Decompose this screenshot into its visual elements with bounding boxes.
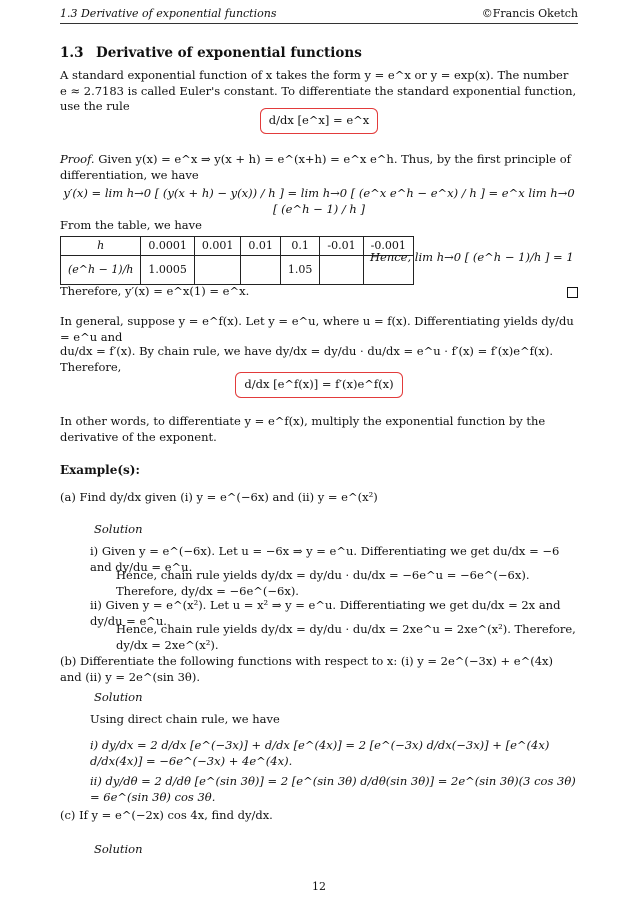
qed-icon (567, 287, 578, 298)
example-a-ii-line1: ii) Given y = e^(x²). Let u = x² ⇒ y = e^u. Differentiating we get du/dx = 2x and dy/du = e^u. (90, 598, 561, 628)
table-intro: From the table, we have (60, 218, 202, 232)
table-cell: 1.0005 (141, 256, 195, 285)
general-line-1: In general, suppose y = e^f(x). Let y = e^u, where u = f(x). Differentiating yields dy/du = e^u and (60, 314, 574, 344)
examples-heading: Example(s): (60, 463, 140, 477)
limit-result: Hence, lim h→0 [ (e^h − 1)/h ] = 1 (370, 250, 574, 264)
table-row (61, 237, 414, 256)
table-cell: -0.001 (363, 237, 413, 256)
table-cell: 0.0001 (141, 237, 195, 256)
table-cell: (e^h − 1)/h (61, 256, 141, 285)
table-cell: 1.05 (280, 256, 320, 285)
example-b-solution-label: Solution (94, 690, 143, 704)
header-section-title: 1.3 Derivative of exponential functions (60, 7, 277, 20)
section-heading (60, 44, 578, 62)
rule-chain-exponential (60, 372, 578, 398)
table-cell (194, 256, 241, 285)
example-c-solution-label: Solution (94, 842, 143, 856)
proof-text: Given y(x) = e^x ⇒ y(x + h) = e^(x+h) = e^x e^h. Thus, by the first principle of differentiation, we have (60, 152, 571, 182)
page-number: 12 (312, 880, 326, 893)
section-title: Derivative of exponential functions (96, 45, 362, 61)
example-b-question: (b) Differentiate the following functions with respect to x: (i) y = 2e^(−3x) + e^(4x) and (ii) y = 2e^(sin 3θ). (60, 654, 553, 684)
proof-paragraph (60, 152, 578, 183)
rule-box: d/dx [e^x] = e^x (260, 108, 379, 134)
table-block (60, 236, 578, 285)
table-cell (320, 256, 363, 285)
therefore-text: Therefore, y′(x) = e^x(1) = e^x. (60, 284, 250, 298)
table-cell: 0.1 (280, 237, 320, 256)
limit-equation: y′(x) = lim h→0 [ (y(x + h) − y(x)) / h ] = lim h→0 [ (e^x e^h − e^x) / h ] = e^x lim h→0 [ (e^h − 1) / h ] (63, 186, 575, 216)
running-header (60, 7, 578, 23)
section-number: 1.3 (60, 45, 84, 61)
general-line-2: du/dx = f′(x). By chain rule, we have dy/dx = dy/du · du/dx = e^u · f′(x) = f′(x)e^f(x). Therefore, (60, 344, 554, 374)
table-cell: 0.01 (241, 237, 281, 256)
table-cell: 0.001 (194, 237, 241, 256)
table-row (61, 256, 414, 285)
example-a-question: (a) Find dy/dx given (i) y = e^(−6x) and (ii) y = e^(x²) (60, 490, 378, 504)
intro-paragraph: A standard exponential function of x takes the form y = e^x or y = exp(x). The number e ≈ 2.7183 is called Euler's constant. To differentiate the standard exponential function, use the rule (60, 68, 577, 114)
example-a-solution-label: Solution (94, 522, 143, 536)
example-b-i: i) dy/dx = 2 d/dx [e^(−3x)] + d/dx [e^(4x)] = 2 [e^(−3x) d/dx(−3x)] + [e^(4x) d/dx(4x)] = −6e^(−3x) + 4e^(4x). (90, 738, 550, 768)
example-a-i-line1: i) Given y = e^(−6x). Let u = −6x ⇒ y = e^u. Differentiating we get du/dx = −6 and dy/du = e^u. (90, 544, 560, 574)
proof-conclusion (60, 284, 578, 300)
example-a-i-line2: Hence, chain rule yields dy/dx = dy/du · du/dx = −6e^u = −6e^(−6x). Therefore, dy/dx = −6e^(−6x). (116, 568, 530, 598)
table-cell: -0.01 (320, 237, 363, 256)
example-b-intro: Using direct chain rule, we have (90, 712, 280, 726)
rule-box: d/dx [e^f(x)] = f′(x)e^f(x) (235, 372, 402, 398)
rule-derivative-ex (60, 108, 578, 134)
header-rule (60, 23, 578, 24)
header-author: ©Francis Oketch (481, 7, 578, 20)
proof-label: Proof. (60, 152, 95, 166)
table-cell (241, 256, 281, 285)
example-b-ii: ii) dy/dθ = 2 d/dθ [e^(sin 3θ)] = 2 [e^(sin 3θ) d/dθ(sin 3θ)] = 2e^(sin 3θ)(3 cos 3θ) = 6e^(sin 3θ) cos 3θ. (90, 774, 576, 804)
table-cell: h (61, 237, 141, 256)
in-other-words: In other words, to differentiate y = e^f(x), multiply the exponential function by the derivative of the exponent. (60, 414, 546, 444)
example-c-question: (c) If y = e^(−2x) cos 4x, find dy/dx. (60, 808, 273, 822)
limit-table (60, 236, 414, 285)
example-a-ii-line2: Hence, chain rule yields dy/dx = dy/du · du/dx = 2xe^u = 2xe^(x²). Therefore, dy/dx = 2xe^(x²). (116, 622, 576, 652)
